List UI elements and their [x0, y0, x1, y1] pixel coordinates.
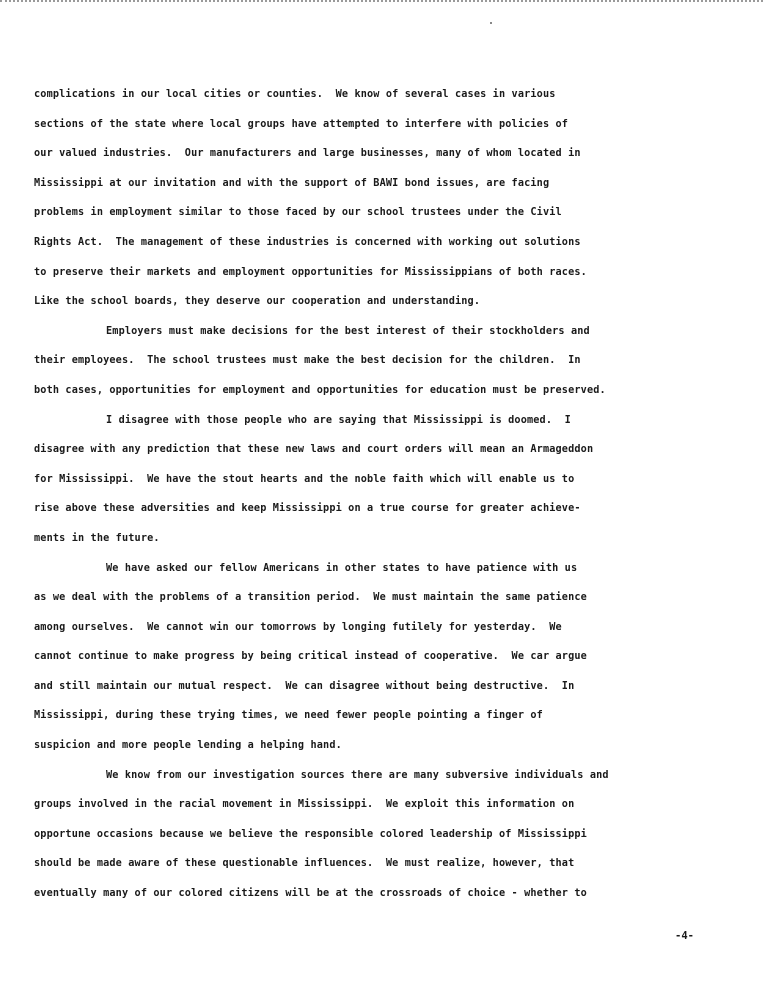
text-line: I disagree with those people who are saying that Mississippi is doomed. I [106, 414, 571, 426]
paragraph [34, 406, 734, 554]
text-line: disagree with any prediction that these new laws and court orders will mean an Armageddon [34, 444, 594, 456]
text-line: to preserve their markets and employment opportunities for Mississippians of both races. [34, 266, 587, 278]
text-line: opportune occasions because we believe the responsible colored leadership of Mississippi [34, 828, 587, 840]
text-line: our valued industries. Our manufacturers and large businesses, many of whom located in [34, 148, 581, 160]
paragraph [34, 317, 734, 406]
scan-speck [490, 22, 492, 24]
text-line: We know from our investigation sources there are many subversive individuals and [106, 769, 609, 781]
paragraph [34, 80, 734, 317]
text-line: groups involved in the racial movement in Mississippi. We exploit this information on [34, 799, 575, 811]
text-line: ments in the future. [34, 532, 160, 544]
text-line: We have asked our fellow Americans in other states to have patience with us [106, 562, 578, 574]
text-line: problems in employment similar to those faced by our school trustees under the Civil [34, 207, 562, 219]
text-line: complications in our local cities or counties. We know of several cases in various [34, 89, 556, 100]
page-number: -4- [675, 930, 694, 942]
text-line: cannot continue to make progress by being critical instead of cooperative. We car argue [34, 651, 587, 663]
text-line: for Mississippi. We have the stout hearts and the noble faith which will enable us to [34, 473, 575, 485]
text-line: Mississippi, during these trying times, we need fewer people pointing a finger of [34, 710, 543, 722]
text-line: as we deal with the problems of a transition period. We must maintain the same patience [34, 592, 587, 604]
text-line: suspicion and more people lending a helping hand. [34, 740, 342, 752]
text-line: eventually many of our colored citizens will be at the crossroads of choice - whether to [34, 888, 587, 900]
text-line: and still maintain our mutual respect. We can disagree without being destructive. In [34, 680, 575, 692]
text-line: rise above these adversities and keep Mississippi on a true course for greater achieve- [34, 503, 581, 515]
page-top-edge [0, 0, 763, 2]
paragraph [34, 554, 734, 761]
text-line: among ourselves. We cannot win our tomorrows by longing futilely for yesterday. We [34, 621, 562, 633]
text-line: their employees. The school trustees must make the best decision for the children. In [34, 355, 581, 367]
paragraph [34, 761, 734, 909]
text-line: sections of the state where local groups have attempted to interfere with policies of [34, 118, 569, 130]
text-line: Mississippi at our invitation and with the support of BAWI bond issues, are facing [34, 177, 550, 189]
text-line: Rights Act. The management of these industries is concerned with working out solutions [34, 236, 581, 248]
text-line: Like the school boards, they deserve our cooperation and understanding. [34, 296, 481, 308]
text-line: Employers must make decisions for the best interest of their stockholders and [106, 325, 590, 337]
text-line: should be made aware of these questionable influences. We must realize, however, that [34, 858, 575, 870]
text-line: both cases, opportunities for employment and opportunities for education must be preserved. [34, 384, 606, 396]
document-body [34, 80, 734, 909]
